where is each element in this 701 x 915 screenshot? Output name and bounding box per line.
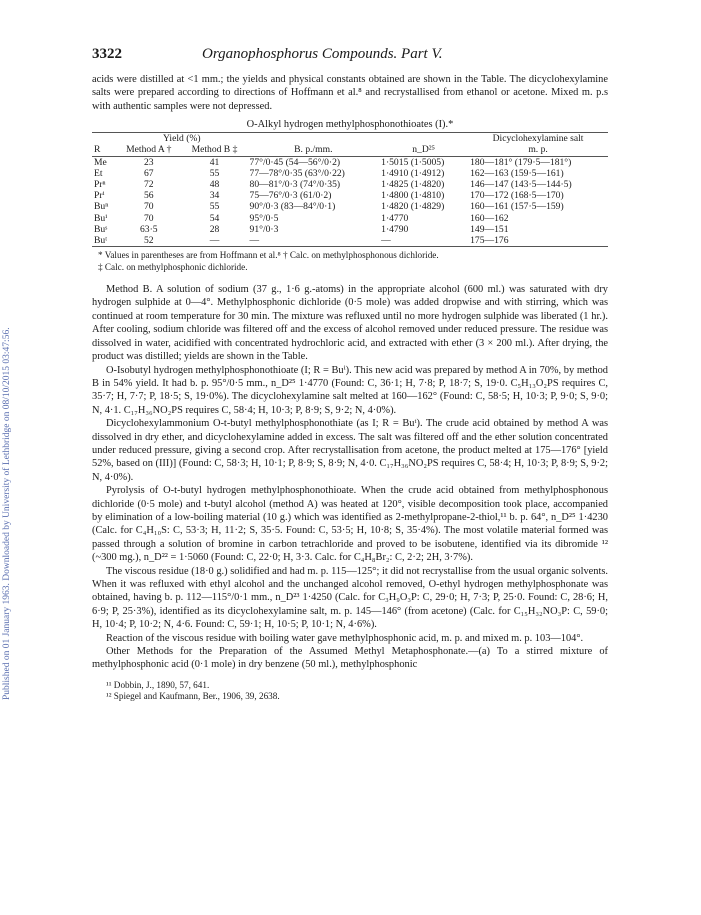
column-header: Method B ‡ xyxy=(191,144,238,156)
table-footnotes xyxy=(98,250,608,273)
table-cell: 63·5 xyxy=(140,223,158,235)
data-table xyxy=(92,132,608,247)
table-cell: — xyxy=(381,235,391,247)
footnote: ¹² Spiegel and Kaufmann, Ber., 1906, 39, 2638. xyxy=(106,691,280,702)
salt-group-header: Dicyclohexylamine salt xyxy=(492,133,584,145)
table-row xyxy=(92,224,608,235)
table-cell: Buⁱ xyxy=(94,212,108,224)
table-cell: 72 xyxy=(144,179,154,191)
table-cell: 90°/0·3 (83—84°/0·1) xyxy=(249,201,336,213)
table-cell: 54 xyxy=(209,212,220,224)
table-row xyxy=(92,168,608,179)
page xyxy=(92,46,608,703)
table-body xyxy=(92,156,608,247)
column-header: B. p./mm. xyxy=(294,144,333,156)
table-cell: 160—161 (157·5—159) xyxy=(470,201,564,213)
table-row xyxy=(92,156,608,168)
table-cell: 95°/0·5 xyxy=(249,212,279,224)
table-cell: 70 xyxy=(144,201,154,213)
publication-stamp: Published on 01 January 1963. Downloaded by University of Lethbridge on 08/10/2015 03:47:56. xyxy=(2,327,12,700)
table-footnote: * Values in parentheses are from Hoffmann et al.⁸ † Calc. on methylphosphonous dichloride. xyxy=(98,250,439,261)
table-cell: — xyxy=(249,235,260,247)
body-paragraph: O-Isobutyl hydrogen methylphosphonothioate (I; R = Buⁱ). This new acid was prepared by method A in 70%, by method B in 54% yield. It had b. p. 95°/0·5 mm., n_D²⁵ 1·4770 (Found: C, 36·1; H, 7·8; P, 18·7; S, 19·0. C₅H₁₃O₂PS requires C, 35·7; H, 7·7; P, 18·5; S, 19·0%). The dicyclohexylamine salt melted at 160—162° (Found: C, 58·5; H, 10·3; P, 9·0; S, 9·0; N, 4·1. C₁₇H₃₆NO₂PS requires C, 58·4; H, 10·3; P, 8·9; S, 9·2; N, 4·0%). xyxy=(92,364,608,416)
table-cell: 1·4790 xyxy=(381,223,409,235)
page-number: 3322 xyxy=(92,46,122,62)
body-paragraph: Reaction of the viscous residue with boiling water gave methylphosphonic acid, m. p. and mixed m. p. 103—104°. xyxy=(106,632,584,644)
table-cell: Buⁿ xyxy=(94,201,109,213)
table-cell: Et xyxy=(94,167,103,179)
table-cell: — xyxy=(209,235,220,247)
body-paragraph: Pyrolysis of O-t-butyl hydrogen methylphosphonothioate. When the crude acid obtained from methylphosphonous dichloride (0·5 mole) and t-butyl alcohol (method A) was heated at 120°, visible decomposition took place, accompanied by elimination of a low-boiling material (10 g.) which was identified as 2-methylpropane-2-thiol,¹¹ b. p. 64°, n_D²⁵ 1·4230 (Calc. for C₄H₁₀S: C, 53·3; H, 11·2; S, 35·5. Found: C, 53·5; H, 10·8; S, 35·4%). The most volatile material formed was passed through a solution of bromine in carbon tetrachloride and proved to be isobutene, identified via its dibromide ¹² (~300 mg.), n_D²² = 1·5060 (Found: C, 22·0; H, 3·3. Calc. for C₄H₈Br₂: C, 2·2; 2H, 3·7%). xyxy=(92,485,608,564)
table-cell: 1·4800 (1·4810) xyxy=(381,190,445,202)
table-cell: 67 xyxy=(144,167,154,179)
table-cell: 1·4825 (1·4820) xyxy=(381,179,445,191)
table-cell: 1·4770 xyxy=(381,212,409,224)
table-cell: 175—176 xyxy=(470,235,509,247)
body-paragraph: Dicyclohexylammonium O-t-butyl methylphosphonothiate (as I; R = Buᵗ). The crude acid obtained by method A was dissolved in dry ether, and dicyclohexylamine added in excess. The salt was filtered off and the ether solution concentrated under reduced pressure, giving a second crop. After recrystallisation from acetone, the product melted at 175—176° [yield 52%, based on (III)] (Found: C, 58·3; H, 10·1; P, 8·9; S, 8·9; N, 4·0. C₁₇H₃₆NO₂PS requires C, 58·4; H, 10·3; P, 8·9; S, 9·2; N, 4·0%). xyxy=(92,418,608,483)
table-cell: 1·5015 (1·5005) xyxy=(381,156,445,168)
table-cell: Buᵗ xyxy=(94,235,108,247)
column-header: Method A † xyxy=(126,144,172,156)
table-cell: Me xyxy=(94,156,107,168)
table-cell: 41 xyxy=(209,156,220,168)
table-cell: 77—78°/0·35 (63°/0·22) xyxy=(249,167,345,179)
table-cell: 180—181° (179·5—181°) xyxy=(470,156,572,168)
table-cell: Prⁱ xyxy=(94,190,105,202)
table-row xyxy=(92,201,608,212)
table-cell: 55 xyxy=(209,167,220,179)
table-row xyxy=(92,179,608,190)
table-cell: Buˢ xyxy=(94,223,108,235)
body-paragraph: The viscous residue (18·0 g.) solidified and had m. p. 115—125°; it did not recrystallise from the usual organic solvents. When it was refluxed with ethyl alcohol and the unchanged alcohol removed, O-ethyl hydrogen methylphosphonate was obtained, having b. p. 112—115°/0·1 mm., n_D²³ 1·4250 (Calc. for C₃H₉O₃P: C, 29·0; H, 7·3; P, 25·0. Found: C, 28·6; H, 6·9; P, 25·3%), identified as its dicyclohexylamine salt, m. p. 145—146° (from acetone) (Calc. for C₁₅H₃₂NO₃P: C, 59·0; H, 10·4; P, 10·2; N, 4·6. Found: C, 59·1; H, 10·5; P, 10·1; N, 4·6%). xyxy=(92,565,608,631)
table-cell: 56 xyxy=(144,190,154,202)
column-header: n_D²⁵ xyxy=(412,144,435,156)
table-cell: 34 xyxy=(209,190,220,202)
column-header: m. p. xyxy=(528,144,548,156)
table-cell: 146—147 (143·5—144·5) xyxy=(470,179,572,191)
table-cell: 77°/0·45 (54—56°/0·2) xyxy=(249,156,341,168)
body-paragraph: Other Methods for the Preparation of the Assumed Methyl Metaphosphonate.—(a) To a stirred mixture of methylphosphonic acid (0·1 mole) in dry benzene (50 ml.), methylphosphonic xyxy=(92,646,608,671)
table-cell: 80—81°/0·3 (74°/0·35) xyxy=(249,179,341,191)
page-header xyxy=(92,46,608,63)
table-cell: 162—163 (159·5—161) xyxy=(470,167,564,179)
table-cell: 52 xyxy=(144,235,154,247)
table-cell: 28 xyxy=(209,223,220,235)
table-cell: 1·4910 (1·4912) xyxy=(381,167,445,179)
table-cell: 48 xyxy=(209,179,220,191)
footnote: ¹¹ Dobbin, J., 1890, 57, 641. xyxy=(106,679,210,690)
table-row xyxy=(92,190,608,201)
footnotes xyxy=(92,680,608,703)
table-cell: 91°/0·3 xyxy=(249,223,279,235)
running-title: Organophosphorus Compounds. Part V. xyxy=(202,46,443,62)
table-row xyxy=(92,235,608,247)
yield-group-header: Yield (%) xyxy=(163,133,201,145)
table-cell: 170—172 (168·5—170) xyxy=(470,190,564,202)
table-caption: O-Alkyl hydrogen methylphosphonothioates (I).* xyxy=(246,119,454,131)
table-cell: 75—76°/0·3 (61/0·2) xyxy=(249,190,332,202)
intro-paragraph: acids were distilled at <1 mm.; the yields and physical constants obtained are shown in the Table. The dicyclohexylamine salts were prepared according to directions of Hoffmann et al.⁸ and recrystallised from ethanol or acetone. Mixed m. p.s with authentic samples were not depressed. xyxy=(92,74,608,112)
table-cell: 149—151 xyxy=(470,223,509,235)
table-cell: Prⁿ xyxy=(94,179,106,191)
table-cell: 55 xyxy=(209,201,220,213)
body-paragraph: Method B. A solution of sodium (37 g., 1·6 g.-atoms) in the appropriate alcohol (600 ml.) was saturated with dry hydrogen sulphide at 0—4°. Methylphosphonic dichloride (0·5 mole) was added dropwise and with stirring, which was continued at room temperature for 30 min. The mixture was refluxed until no more hydrogen sulphide was liberated (1 hr.). After cooling, sodium chloride was filtered off and the excess of alcohol removed under reduced pressure. The residue was dissolved in water, acidified with concentrated hydrochloric acid, and extracted with ether (3 × 200 ml.). After drying, the product was distilled; yields are shown in the Table. xyxy=(92,284,608,363)
table-cell: 160—162 xyxy=(470,212,509,224)
table-cell: 1·4820 (1·4829) xyxy=(381,201,445,213)
table-row xyxy=(92,213,608,224)
column-header: R xyxy=(94,144,101,156)
table-footnote: ‡ Calc. on methylphosphonic dichloride. xyxy=(98,261,248,272)
table-cell: 23 xyxy=(144,156,154,168)
table-cell: 70 xyxy=(144,212,154,224)
